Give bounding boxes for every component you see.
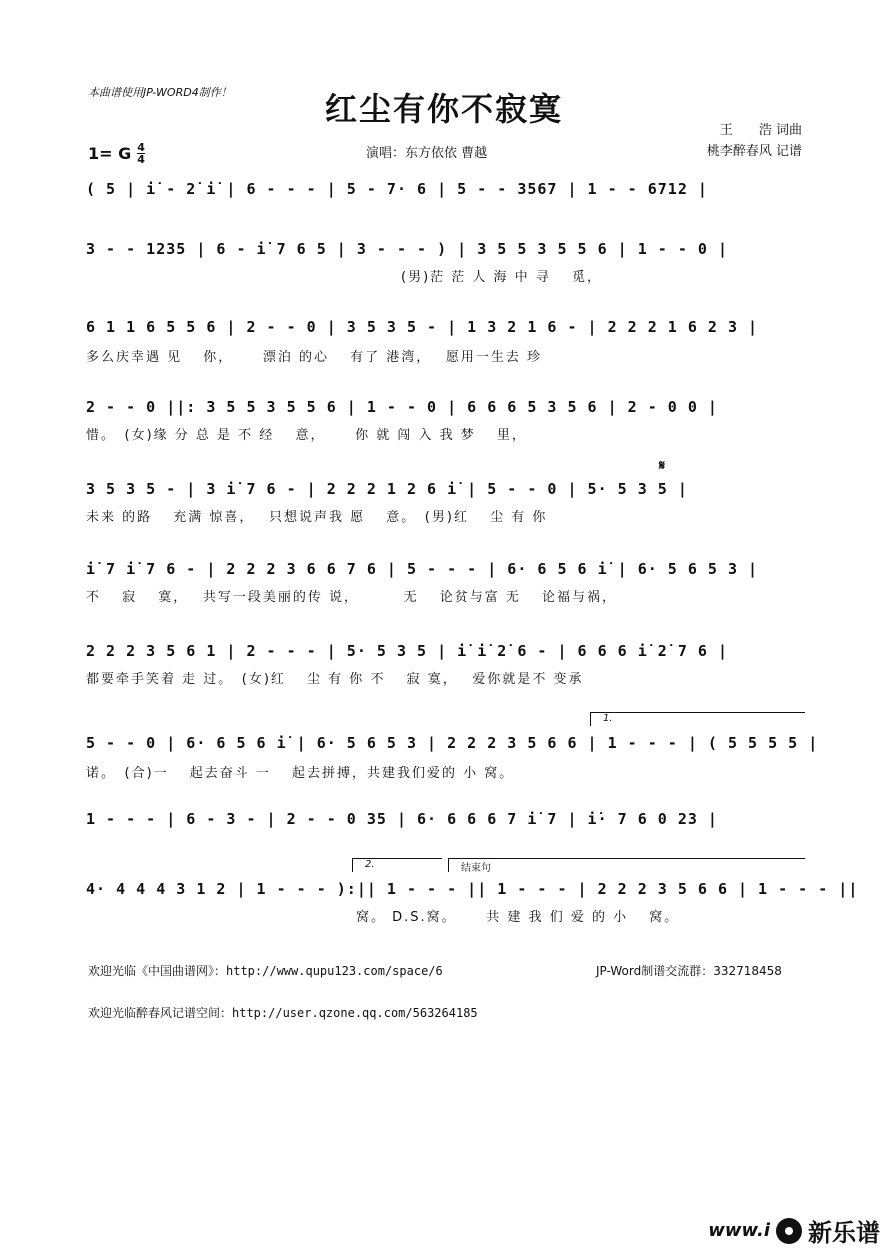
notation-row-3: 6 1 1 6 5 5 6 | 2 - - 0 | 3 5 3 5 - | 1 3 2 1 6 - | 2 2 2 1 6 2 3 | <box>86 318 759 336</box>
credit-lyrics: 王 浩 词曲 <box>719 123 802 138</box>
time-top: 4 <box>137 141 145 154</box>
footer-space-link: 欢迎光临醉春风记谱空间：http://user.qzone.qq.com/563264185 <box>88 1006 478 1020</box>
notation-row-8: 5 - - 0 | 6· 6 5 6 i̇ | 6· 5 6 5 3 | 2 2 2 3 5 6 6 | 1 - - - | ( 5 5 5 5 | <box>86 734 819 752</box>
notation-row-4: 2 - - 0 ||: 3 5 5 3 5 5 6 | 1 - - 0 | 6 6 6 5 3 5 6 | 2 - 0 0 | <box>86 398 718 416</box>
coda-ending: 结束句 <box>448 858 805 872</box>
notation-row-5: 3 5 3 5 - | 3 i̇ 7 6 - | 2 2 2 1 2 6 i̇ | 5 - - 0 | 5· 5 3 5 | <box>86 480 688 498</box>
key-signature <box>88 142 145 165</box>
segno-mark: 𝄋 <box>659 458 666 474</box>
notation-row-1: ( 5 | i̇ - 2̇ i̇ | 6 - - - | 5 - 7· 6 | 5 - - 3567 | 1 - - 6712 | <box>86 180 708 198</box>
watermark <box>708 1213 880 1248</box>
notation-row-10: 4· 4 4 4 3 1 2 | 1 - - - ):|| 1 - - - || 1 - - - | 2 2 2 3 5 6 6 | 1 - - - || <box>86 880 859 898</box>
time-bottom: 4 <box>137 153 145 166</box>
credits <box>707 120 802 162</box>
watermark-brand: 新乐谱 <box>808 1219 880 1247</box>
notation-row-9: 1 - - - | 6 - 3 - | 2 - - 0 35 | 6· 6 6 6 7 i̇ 7 | i̇· 7 6 0 23 | <box>86 810 718 828</box>
singers: 演唱：东方依依 曹越 <box>366 146 488 161</box>
watermark-url: www.i <box>708 1220 770 1241</box>
lyric-row-3: 多么庆幸遇 见 你， 漂泊 的心 有了 港湾， 愿用一生去 珍 <box>86 350 543 365</box>
notation-row-6: i̇ 7 i̇ 7 6 - | 2 2 2 3 6 6 7 6 | 5 - - - | 6· 6 5 6 i̇ | 6· 5 6 5 3 | <box>86 560 759 578</box>
volta-second-ending: 2. <box>352 858 442 872</box>
lyric-row-4: 惜。 (女)缘 分 总 是 不 经 意， 你 就 闯 入 我 梦 里， <box>86 428 527 443</box>
footer-group: JP-Word制谱交流群：332718458 <box>596 964 782 978</box>
tool-note: 本曲谱使用JP-WORD4制作！ <box>88 86 232 99</box>
lyric-row-5: 未来 的路 充满 惊喜， 只想说声我 愿 意。 (男)红 尘 有 你 <box>86 510 548 525</box>
credit-transcriber: 桃李醉春风 记谱 <box>706 144 802 159</box>
lyric-row-7: 都要牵手笑着 走 过。 (女)红 尘 有 你 不 寂 寞， 爱你就是不 变承 <box>86 672 584 687</box>
lyric-row-10: 窝。 D.S.窝。 共 建 我 们 爱 的 小 窝。 <box>86 910 680 925</box>
song-title: 红尘有你不寂寞 <box>324 90 563 128</box>
notation-row-2: 3 - - 1235 | 6 - i̇ 7 6 5 | 3 - - - ) | 3 5 5 3 5 5 6 | 1 - - 0 | <box>86 240 728 258</box>
notation-row-7: 2 2 2 3 5 6 1 | 2 - - - | 5· 5 3 5 | i̇ i̇ 2̇ 6 - | 6 6 6 i̇ 2̇ 7 6 | <box>86 642 728 660</box>
lyric-row-8: 诺。 (合)一 起去奋斗 一 起去拼搏，共建我们爱的 小 窝。 <box>86 766 515 781</box>
volta-first-ending: 1. <box>590 712 805 726</box>
footer-site-link: 欢迎光临《中国曲谱网》：http://www.qupu123.com/space/6 <box>88 964 443 978</box>
record-logo-icon <box>776 1218 802 1244</box>
lyric-row-2: (男)茫 茫 人 海 中 寻 觅， <box>86 270 602 285</box>
key-label: 1= G <box>88 144 132 163</box>
time-signature <box>137 142 145 165</box>
lyric-row-6: 不 寂 寞， 共写一段美丽的传 说， 无 论贫与富 无 论福与祸， <box>86 590 618 605</box>
